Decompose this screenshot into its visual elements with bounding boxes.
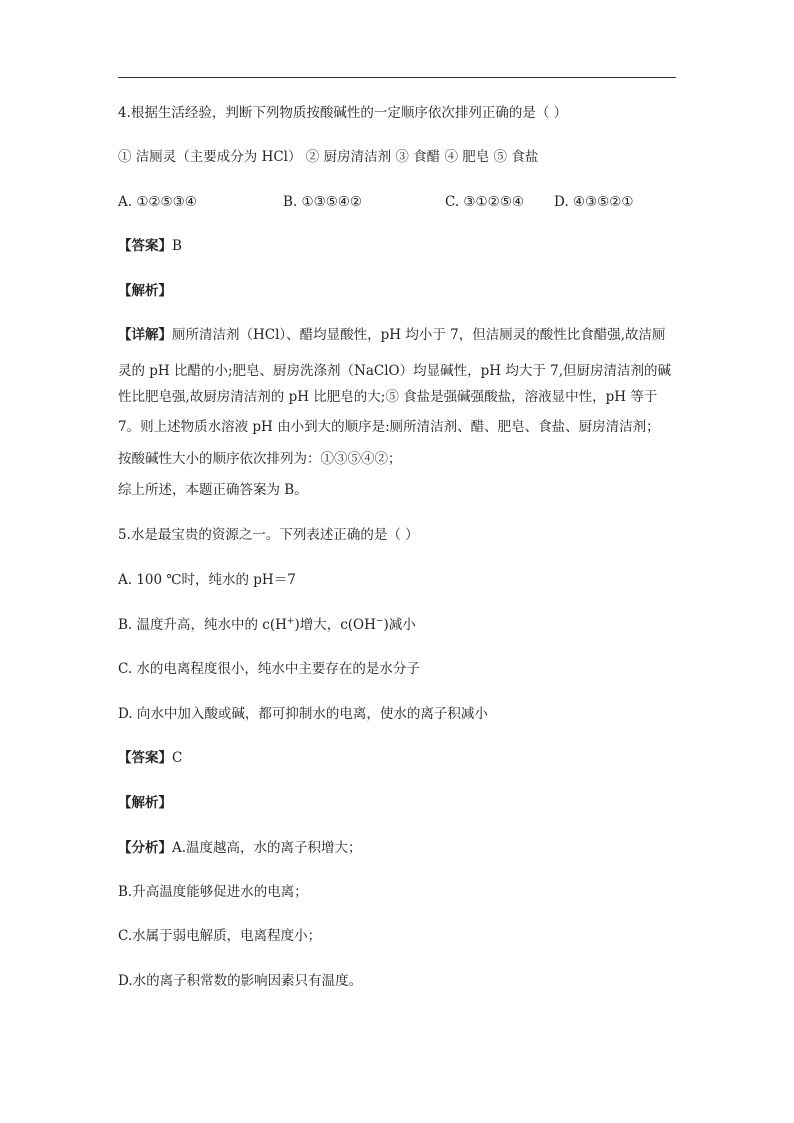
option-b-text: B. 温度升高，纯水中的 c(H bbox=[118, 617, 287, 633]
q4-option-d: D. ④③⑤②① bbox=[554, 194, 634, 210]
q4-option-a: A. ①②⑤③④ bbox=[118, 194, 197, 210]
answer-label: 【答案】 bbox=[118, 238, 172, 254]
q4-analysis-label: 【解析】 bbox=[118, 283, 172, 299]
q5-analysis-line: D.水的离子积常数的影响因素只有温度。 bbox=[118, 973, 363, 989]
oh-minus-superscript: − bbox=[375, 616, 384, 627]
q4-items: ① 洁厕灵（主要成分为 HCl） ② 厨房清洁剂 ③ 食醋 ④ 肥皂 ⑤ 食盐 bbox=[118, 149, 539, 165]
q5-analysis-label: 【解析】 bbox=[118, 795, 172, 811]
h-plus-superscript: + bbox=[286, 616, 295, 627]
answer-value: C bbox=[172, 750, 183, 766]
q5-option-a: A. 100 ℃时，纯水的 pH＝7 bbox=[118, 572, 296, 588]
q5-option-d: D. 向水中加入酸或碱，都可抑制水的电离，使水的离子积减小 bbox=[118, 706, 488, 722]
q4-detail-line bbox=[118, 326, 666, 344]
q4-option-b: B. ①③⑤④② bbox=[283, 194, 363, 210]
analysis-tag: 【分析】 bbox=[118, 840, 172, 856]
q5-answer bbox=[118, 749, 182, 767]
option-b-text: )减小 bbox=[383, 617, 416, 633]
q5-analysis-line: B.升高温度能够促进水的电离； bbox=[118, 884, 308, 900]
q4-option-c: C. ③①②⑤④ bbox=[445, 194, 524, 210]
q4-detail-line: 7。则上述物质水溶液 pH 由小到大的顺序是:厕所清洁剂、醋、肥皂、食盐、厨房清洁剂； bbox=[118, 419, 660, 435]
detail-text: 厕所清洁剂（HCl）、醋均显酸性，pH 均小于 7，但洁厕灵的酸性比食醋强,故洁厕 bbox=[172, 327, 666, 343]
header-rule bbox=[118, 77, 676, 78]
detail-label: 【详解】 bbox=[118, 327, 172, 343]
q5-analysis-line bbox=[118, 839, 362, 857]
q5-analysis-line: C.水属于弱电解质，电离程度小； bbox=[118, 928, 322, 944]
q4-detail-line: 灵的 pH 比醋的小;肥皂、厨房洗涤剂（NaClO）均显碱性，pH 均大于 7,但厨房清洁剂的碱 bbox=[118, 363, 671, 379]
q4-options bbox=[118, 193, 678, 211]
q5-option-c: C. 水的电离程度很小，纯水中主要存在的是水分子 bbox=[118, 661, 420, 677]
q5-option-b bbox=[118, 616, 416, 634]
q4-detail-line: 按酸碱性大小的顺序依次排列为：①③⑤④②； bbox=[118, 451, 402, 467]
answer-label: 【答案】 bbox=[118, 750, 172, 766]
q5-stem: 5.水是最宝贵的资源之一。下列表述正确的是（ ） bbox=[118, 527, 419, 543]
q4-answer bbox=[118, 237, 182, 255]
q4-detail-line: 性比肥皂强,故厨房清洁剂的 pH 比肥皂的大;⑤ 食盐是强碱强酸盐，溶液显中性，pH 等于 bbox=[118, 389, 658, 405]
answer-value: B bbox=[172, 238, 182, 254]
option-b-text: )增大，c(OH bbox=[294, 617, 376, 633]
q4-stem: 4.根据生活经验，判断下列物质按酸碱性的一定顺序依次排列正确的是（ ） bbox=[118, 105, 568, 121]
analysis-text: A.温度越高，水的离子积增大； bbox=[172, 840, 362, 856]
q4-conclusion: 综上所述，本题正确答案为 B。 bbox=[118, 482, 308, 498]
